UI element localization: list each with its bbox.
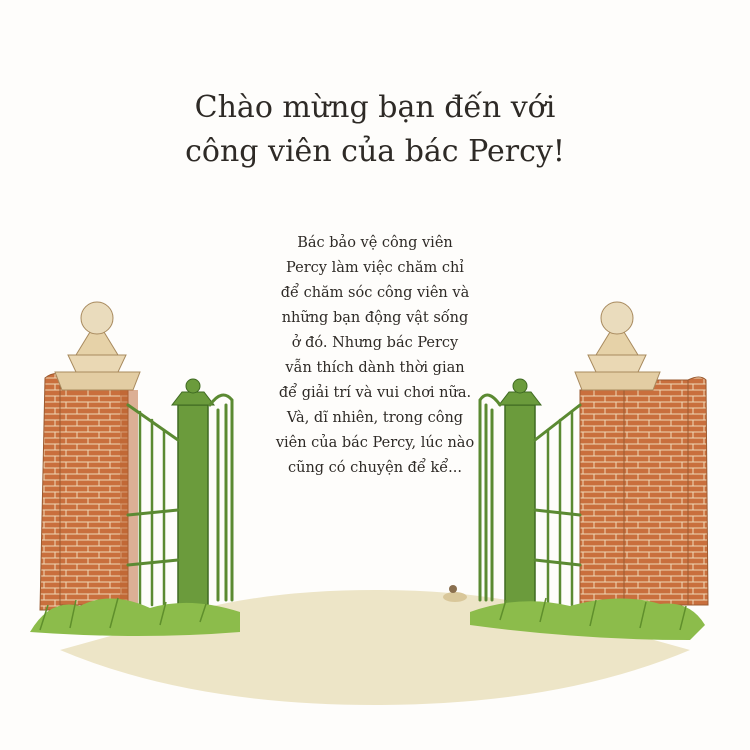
left-brick-pillar xyxy=(40,302,140,610)
story-line: viên của bác Percy, lúc nào xyxy=(275,435,475,451)
title-line-1: Chào mừng bạn đến với xyxy=(194,90,556,125)
title-line-2: công viên của bác Percy! xyxy=(185,134,565,169)
right-brick-pillar xyxy=(575,302,708,605)
story-line: những bạn động vật sống xyxy=(281,310,469,326)
story-line: ở đó. Nhưng bác Percy xyxy=(291,335,459,351)
story-line: Bác bảo vệ công viên xyxy=(297,235,453,251)
page-title xyxy=(0,86,750,174)
story-line: để chăm sóc công viên và xyxy=(280,285,470,301)
story-line: để giải trí và vui chơi nữa. xyxy=(278,385,472,401)
mole-mound xyxy=(443,585,467,602)
story-line: cũng có chuyện để kể... xyxy=(287,460,462,476)
story-paragraph xyxy=(230,231,520,481)
story-line: Và, dĩ nhiên, trong công xyxy=(286,410,464,426)
story-line: vẫn thích dành thời gian xyxy=(285,360,465,376)
story-line: Percy làm việc chăm chỉ xyxy=(286,260,464,276)
left-iron-gate xyxy=(128,379,232,605)
